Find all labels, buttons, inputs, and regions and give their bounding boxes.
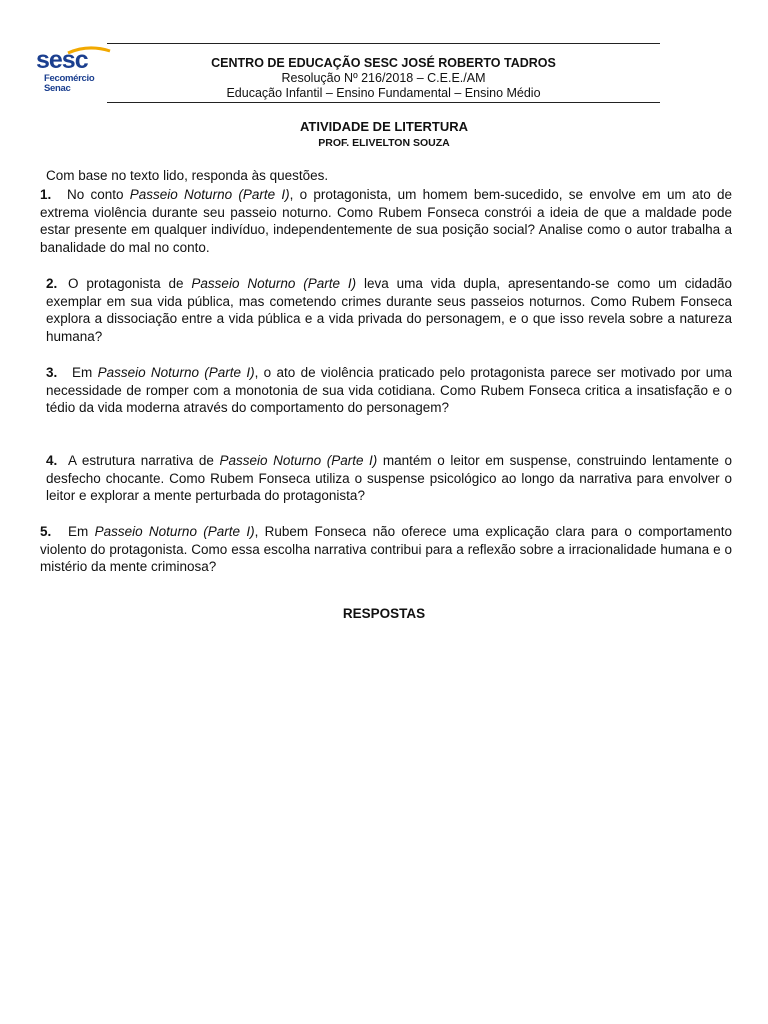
question-text-post: mantém o leitor em suspense, construindo lentamente o desfecho chocante. Como Rubem Fonseca utiliza o suspense psicológico ao longo da narrativa para envolver o leitor e explorar a mente perturbada do protagonista? — [46, 453, 732, 503]
instructions: Com base no texto lido, responda às questões. — [46, 168, 329, 183]
logo-senac: Senac — [44, 83, 71, 94]
work-title: Passeio Noturno (Parte I) — [97, 365, 255, 380]
question-text-pre: A estrutura narrativa de — [68, 453, 220, 468]
school-name: CENTRO DE EDUCAÇÃO SESC JOSÉ ROBERTO TADROS — [211, 56, 556, 70]
work-title: Passeio Noturno (Parte I) — [129, 187, 290, 202]
question-text-pre: O protagonista de — [68, 276, 192, 291]
school-header — [107, 56, 660, 101]
question-number: 2. — [46, 276, 58, 291]
question-text-pre: Em — [68, 524, 95, 539]
header-bottom-rule — [107, 102, 660, 103]
question-text-post: leva uma vida dupla, apresentando-se como um cidadão exemplar em sua vida pública, mas cometendo crimes durante seus passeios noturnos. Como Rubem Fonseca explora a dissociação entre a vida pública e a vida privada do personagem, e o que isso revela sobre a natureza humana? — [46, 276, 732, 344]
question-number: 1. — [40, 187, 52, 202]
question-text-post: , o protagonista, um homem bem-sucedido, se envolve em um ato de extrema violência durante seu passeio noturno. Como Rubem Fonseca constrói a ideia de que a maldade pode estar presente em qualquer indivíduo, independentemente de sua posição social? Analise como o autor trabalha a banalidade do mal no conto. — [40, 187, 732, 255]
work-title: Passeio Noturno (Parte I) — [191, 276, 357, 291]
logo-brand: sesc — [36, 46, 88, 74]
question-4 — [46, 452, 732, 505]
teacher-name: PROF. ELIVELTON SOUZA — [318, 137, 450, 149]
school-levels: Educação Infantil – Ensino Fundamental – Ensino Médio — [226, 86, 541, 100]
question-3 — [46, 364, 732, 417]
question-1 — [40, 186, 732, 256]
question-5 — [40, 523, 732, 576]
activity-title: ATIVIDADE DE LITERTURA — [299, 119, 469, 134]
sesc-logo — [36, 46, 110, 96]
question-number: 5. — [40, 524, 52, 539]
question-text-pre: Em — [72, 365, 98, 380]
header-top-rule — [107, 43, 660, 44]
question-text-pre: No conto — [67, 187, 130, 202]
question-number: 4. — [46, 453, 58, 468]
logo-fecomercio: Fecomércio — [44, 73, 95, 84]
answers-heading: RESPOSTAS — [342, 606, 426, 621]
question-text-post: , o ato de violência praticado pelo protagonista parece ser motivado por uma necessidade de romper com a monotonia de sua vida cotidiana. Como Rubem Fonseca critica a insatisfação e o tédio da vida moderna através do comportamento do personagem? — [46, 365, 732, 415]
question-number: 3. — [46, 365, 58, 380]
school-resolution: Resolução Nº 216/2018 – C.E.E./AM — [281, 71, 486, 85]
question-2 — [46, 275, 732, 345]
work-title: Passeio Noturno (Parte I) — [219, 453, 378, 468]
work-title: Passeio Noturno (Parte I) — [94, 524, 255, 539]
question-text-post: , Rubem Fonseca não oferece uma explicação clara para o comportamento violento do protagonista. Como essa escolha narrativa contribui para a reflexão sobre a irracionalidade humana e o mistério da mente criminosa? — [40, 524, 732, 574]
